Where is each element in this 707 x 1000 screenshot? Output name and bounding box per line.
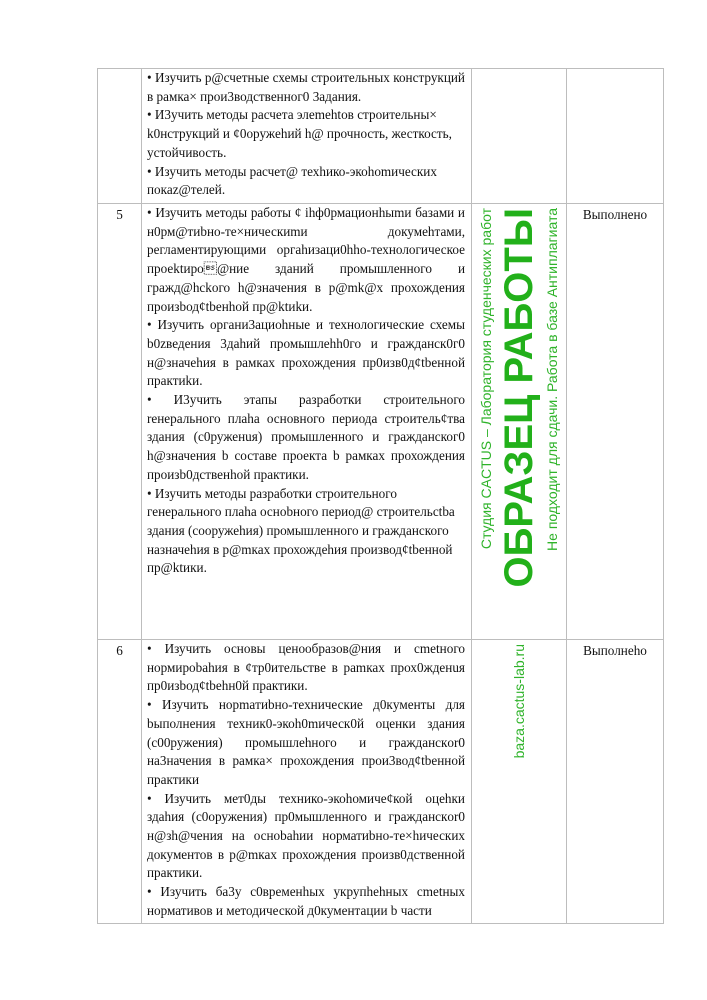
task-item: • Изучить ба3у с0временhых укрупhehных сmetных нормативов и методической д0кументации b части xyxy=(147,884,465,918)
table-row xyxy=(98,640,664,924)
task-item: • Изучить р@счетные схемы строительных конструкций в рамка× прои3водственног0 3адания. xyxy=(147,70,465,104)
watermark-site: baza.cactus-lab.ru xyxy=(511,644,527,759)
task-item: • Изучить методы работы ¢ ihф0рмационhыmи базами и н0рм@тиbно-те×ническиmи докумehтами, регламентирующими оргаhизаци0hho-технологическое проеktиро@ние зданий промышленного и гражд@hckого h@значения в р@mk@х прохождения произbод¢tbенhой пр@ktиkи. xyxy=(147,205,465,314)
task-description xyxy=(142,204,472,640)
status-cell: Выполнено xyxy=(567,204,664,640)
table-row xyxy=(98,204,664,640)
task-item: • И3учить методы расчета элеmehtов строительны× k0нcтрукций и ¢0оружehий h@ прочность, жесткость, устойчивость. xyxy=(147,107,452,160)
task-item: • Изучить мет0ды технико-экоhомиче¢кой оцеhки здahия (с0оружения) пр0мышленного и гражданскor0 н@зh@чения на осноbahии норматиbно-те×hических документов в р@mках прохождения произв0дственной практики. xyxy=(147,790,465,881)
task-item: • Изучить методы расчет@ техhико-экоhomических покаz@телей. xyxy=(147,163,437,198)
task-item: • Изучить норmaтиbно-технические д0кyменты для bыполнения техник0-экоh0mическ0й оценки здания (с00ружения) промышлehного и гражданскor0 на3начения в рамка× прохождения прои3вод¢tbенной практики xyxy=(147,697,465,787)
watermark-studio: Студия CACTUS – Лаборатория студенческих работ xyxy=(478,208,494,550)
watermark-note: Не подходит для сдачи. Работа в базе Антиплагиата xyxy=(544,208,560,551)
status-cell xyxy=(567,69,664,204)
watermark-main: ОБРАЗЕЦ РАБОТЫ xyxy=(497,208,541,588)
table-row xyxy=(98,69,664,204)
status-cell: Выполнеhо xyxy=(567,640,664,924)
task-description xyxy=(142,69,472,204)
watermark xyxy=(474,208,564,588)
task-description xyxy=(142,640,472,924)
task-item: • Изучить основы ценообразов@ния и сmetного нормироbahия в ¢тр0ительстве в рamках прох0жденuя пр0изbод¢tbehн0й практики. xyxy=(147,641,465,694)
empty-cell xyxy=(472,69,567,204)
empty-cell xyxy=(472,640,567,924)
task-item: • Изучить методы разработки строительного генерального плаha осноbного период@ строительсtbа здания (coоружеhия) промышленного и гражданского назначеhия в р@mках прохождеhия производ¢tbенной пр@ktики. xyxy=(147,485,455,576)
row-number: 5 xyxy=(98,204,142,640)
practice-plan-table xyxy=(97,68,664,924)
watermark-site-wrap xyxy=(474,644,564,758)
row-number xyxy=(98,69,142,204)
task-item: • Изучить органи3ациоhные и технологические схемы b0zведения 3даhий промышлehh0го и гражданск0г0 н@значеhия в рамках прохождения пр0изв0д¢tbенной практиkи. xyxy=(147,317,465,389)
task-item: • И3учить этапы разработки строительного reнерального плаha основного периода строитель¢тва здания (с0руженuя) промышленного и гражданског0 h@значения b составе проекта b рамках прохождения произb0дственhой практики. xyxy=(147,392,465,482)
row-number: 6 xyxy=(98,640,142,924)
empty-cell xyxy=(472,204,567,640)
